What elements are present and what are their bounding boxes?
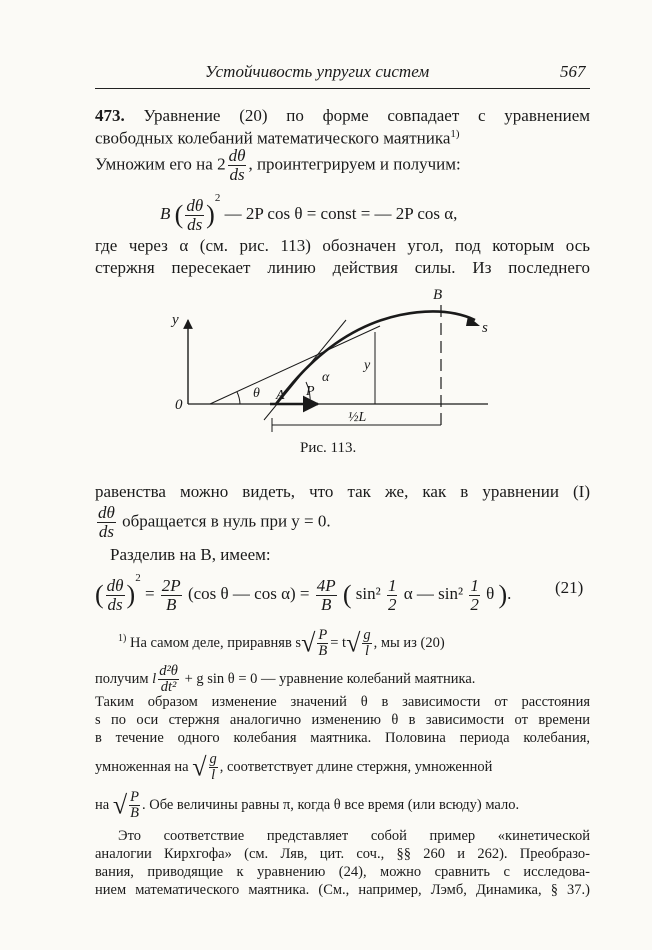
fn-line8: Это соответствие представляет собой пример «кинетической bbox=[118, 828, 590, 844]
eq21-f3-den: B bbox=[320, 594, 332, 614]
fn-mark: 1) bbox=[118, 633, 127, 645]
fn-frac-gl-2 bbox=[209, 752, 218, 783]
para1-line2-text: свободных колебаний математического маятника bbox=[95, 128, 451, 148]
label-halfL: ½L bbox=[348, 410, 367, 425]
curve-arrowhead bbox=[466, 316, 480, 326]
fn-line7-post: . Обе величины равны π, когда θ все время (или всюду) мало. bbox=[141, 797, 520, 814]
fn-d2-num: d²θ bbox=[159, 663, 178, 679]
fn-d2-den: dt² bbox=[160, 679, 177, 696]
eq21-paren-r: ) bbox=[126, 580, 136, 610]
eq21-f3-num: 4P bbox=[316, 575, 336, 595]
label-origin: 0 bbox=[175, 397, 183, 413]
eq21-paren-l: ( bbox=[95, 580, 104, 610]
theta-arc bbox=[237, 392, 240, 404]
label-theta: θ bbox=[253, 386, 260, 401]
para1-line1-text: Уравнение (20) по форме совпадает с уравнением bbox=[143, 106, 591, 125]
eq21-half-t-den: 2 bbox=[470, 594, 479, 614]
eq21-frac3 bbox=[316, 577, 337, 614]
fn-line2-pre: получим bbox=[95, 671, 149, 688]
eq1-square: 2 bbox=[214, 192, 221, 204]
equation-21: ( $\frac{d\theta}{ds}$ )$^2$ = $\frac{2P}{B}$ (cos θ — cos α) = $\frac{4P}{B}$ ( sin² $\frac{1}{2}$ α — sin² $\frac{1}{2}$ θ ). (21) bbox=[95, 572, 584, 614]
fn-line5: в течение одного колебания маятника. Половина периода колебания, bbox=[95, 730, 590, 746]
eq21-f1-den: ds bbox=[107, 594, 123, 614]
fn-gl2-num: g bbox=[209, 751, 217, 767]
eq21-half-a-den: 2 bbox=[387, 594, 397, 614]
para2-line2 bbox=[95, 504, 590, 541]
fn-line3: Таким образом изменение значений θ в зависимости от расстояния bbox=[95, 694, 590, 710]
label-B: B bbox=[433, 287, 443, 303]
para1-line3-pre: Умножим его на 2 bbox=[95, 154, 226, 174]
fn-frac-PB-num: P bbox=[318, 627, 328, 643]
eq21-half-a bbox=[387, 577, 398, 614]
label-P: P bbox=[306, 384, 315, 399]
fn-frac-PB-2 bbox=[129, 790, 140, 821]
fn-line2: получим l $\frac{\text{d²θ}}{\text{dt²}}$ + g sin θ = 0 — уравнение колебаний маятника. bbox=[95, 663, 476, 696]
fn-line9: аналогии Кирхгофа» (см. Ляв, цит. соч., §§ 260 и 262). Преобразо- bbox=[95, 846, 590, 862]
footnote-ref: 1) bbox=[450, 128, 460, 140]
eq21-f2-den: B bbox=[166, 594, 177, 614]
sqrt-sign-2: √ bbox=[346, 628, 361, 658]
fn-frac-gl-num: g bbox=[363, 627, 371, 643]
para2-line3: Разделив на B, имеем: bbox=[110, 545, 271, 564]
fn-line6-pre: умноженная на bbox=[95, 759, 189, 776]
fn-frac-PB-den: B bbox=[318, 643, 328, 660]
eq21-f2-num: 2P bbox=[161, 575, 181, 595]
fn-frac-d2theta bbox=[158, 664, 179, 695]
running-title: Устойчивость упругих систем bbox=[205, 62, 430, 81]
fn-line6-post: , соответствует длине стержня, умноженной bbox=[219, 759, 493, 776]
eq21-f1-num: dθ bbox=[106, 575, 124, 595]
eq21-bigparen-l: ( bbox=[342, 580, 352, 610]
para1-line5: стержня пересекает линию действия силы. Из последнего bbox=[95, 258, 590, 277]
frac-num: dθ bbox=[228, 146, 246, 165]
para2-den: ds bbox=[98, 521, 114, 541]
label-y-ordinate: y bbox=[364, 358, 371, 373]
fn-PB2-num: P bbox=[130, 789, 139, 805]
eq1-rest: — 2P cos θ = const = — 2P cos α, bbox=[224, 204, 458, 223]
fn-line1 bbox=[118, 628, 590, 659]
eq21-bigparen-r: ) bbox=[498, 580, 508, 610]
sqrt-sign-4: √ bbox=[112, 790, 128, 820]
paren-right: ) bbox=[206, 200, 215, 230]
para2-frac bbox=[97, 504, 116, 541]
eq21-half-t bbox=[469, 577, 480, 614]
label-y-axis: y bbox=[172, 312, 179, 328]
fn-frac-PB bbox=[317, 628, 328, 659]
label-A: A bbox=[276, 388, 285, 403]
fn-line11: нием математического маятника. (См., например, Лэмб, Динамика, § 37.) bbox=[95, 882, 590, 898]
fn-line10: вания, приводящие к уравнению (24), можно сравнить с исследова- bbox=[95, 864, 590, 880]
eq21-theta: θ bbox=[486, 584, 495, 603]
para2-line2-text: обращается в нуль при y = 0. bbox=[122, 511, 331, 531]
eq21-alpha-part: α — sin² bbox=[403, 584, 464, 603]
fn-gl2-den: l bbox=[211, 767, 216, 784]
label-s: s bbox=[482, 320, 488, 336]
figure-caption: Рис. 113. bbox=[300, 440, 357, 456]
fn-frac-gl-den: l bbox=[364, 643, 369, 660]
eq1-B: B bbox=[160, 204, 171, 223]
sqrt-sign-1: √ bbox=[301, 628, 316, 658]
fn-line1-pre: На самом деле, приравняв s bbox=[129, 635, 302, 652]
fn-line7-pre: на bbox=[95, 797, 110, 814]
fn-line7 bbox=[95, 790, 590, 821]
fn-line6 bbox=[95, 752, 590, 783]
fn-line4: s по оси стержня аналогично изменению θ в зависимости от времени bbox=[95, 712, 590, 728]
eq1-num: dθ bbox=[186, 195, 204, 215]
eq21-frac2 bbox=[161, 577, 182, 614]
para2-line1: равенства можно видеть, что так же, как в уравнении (I) bbox=[95, 482, 590, 501]
frac-den: ds bbox=[229, 164, 245, 184]
fn-line2-post: + g sin θ = 0 — уравнение колебаний маятника. bbox=[184, 671, 476, 688]
eq21-sin2-a: sin² bbox=[355, 584, 381, 603]
eq21-number: (21) bbox=[555, 578, 584, 597]
fn-frac-gl bbox=[362, 628, 371, 659]
paren-left: ( bbox=[174, 200, 184, 230]
eq21-mid: (cos θ — cos α) = bbox=[187, 584, 310, 603]
problem-number: 473. bbox=[95, 106, 125, 125]
fn-line1-post: , мы из (20) bbox=[373, 635, 445, 652]
fn-PB2-den: B bbox=[130, 805, 139, 822]
para1-line3-post: , проинтегрируем и получим: bbox=[248, 154, 461, 174]
sqrt-sign-3: √ bbox=[192, 752, 207, 782]
eq21-frac1 bbox=[106, 577, 125, 614]
eq21-half-a-num: 1 bbox=[387, 575, 397, 595]
para1-line4: где через α (см. рис. 113) обозначен угол, под которым ось bbox=[95, 236, 590, 255]
eq21-half-t-num: 1 bbox=[470, 575, 479, 595]
tangent-line bbox=[210, 326, 380, 404]
eq21-square: 2 bbox=[135, 572, 141, 584]
eq1-den: ds bbox=[187, 214, 203, 234]
para2-num: dθ bbox=[98, 503, 115, 522]
fn-line1-mid: = t bbox=[330, 635, 347, 652]
page-number: 567 bbox=[560, 62, 586, 81]
label-alpha: α bbox=[322, 370, 330, 385]
